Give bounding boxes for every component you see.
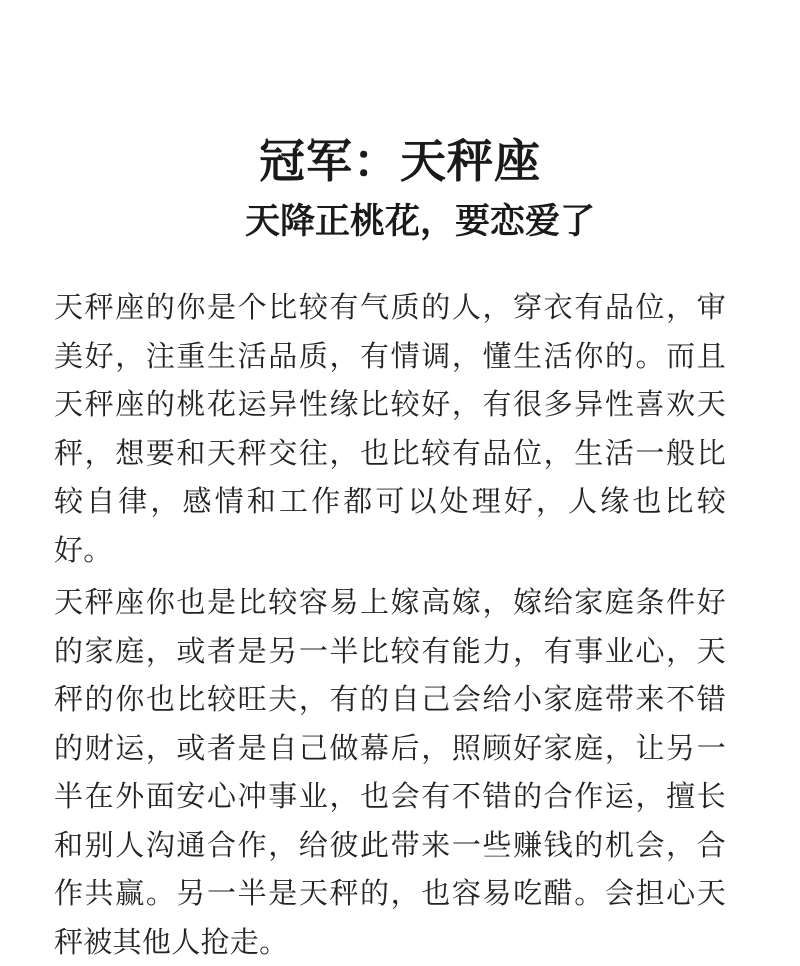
page-title: 冠军：天秤座 [259,133,541,188]
body-paragraph-1: 天秤座的你是个比较有气质的人，穿衣有品位，审美好，注重生活品质，有情调，懂生活你的。而且天秤座的桃花运异性缘比较好，有很多异性喜欢天秤，想要和天秤交往，也比较有品位，生活一般比较自律，感情和工作都可以处理好，人缘也比较好。 [54,290,726,567]
page-subtitle: 天降正桃花，要恋爱了 [244,202,595,243]
body-paragraph-2: 天秤座你也是比较容易上嫁高嫁，嫁给家庭条件好的家庭，或者是另一半比较有能力，有事业心，天秤的你也比较旺夫，有的自己会给小家庭带来不错的财运，或者是自己做幕后，照顾好家庭，让另一半在外面安心冲事业，也会有不错的合作运，擅长和别人沟通合作，给彼此带来一些赚钱的机会，合作共赢。另一半是天秤的，也容易吃醋。会担心天秤被其他人抢走。 [54,585,726,959]
